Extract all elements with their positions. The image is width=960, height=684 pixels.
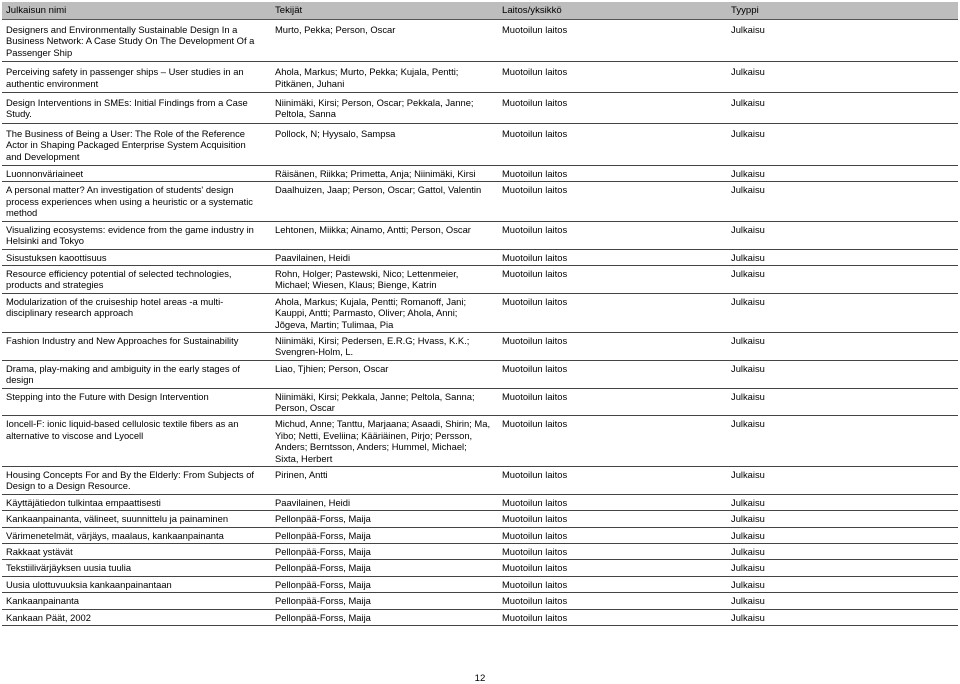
department-cell: Muotoilun laitos (498, 249, 727, 265)
table-row (2, 123, 958, 165)
table-row (2, 544, 958, 560)
department-cell: Muotoilun laitos (498, 93, 727, 124)
publication-name-cell: Stepping into the Future with Design Intervention (2, 388, 271, 416)
publication-type-cell: Julkaisu (727, 360, 958, 388)
publication-name-cell: Uusia ulottuvuuksia kankaanpainantaan (2, 576, 271, 592)
table-row (2, 332, 958, 360)
table-body (2, 20, 958, 626)
publication-type-cell: Julkaisu (727, 249, 958, 265)
table-row (2, 93, 958, 124)
publication-name-cell: Kankaanpainanta, välineet, suunnittelu ja painaminen (2, 511, 271, 527)
publication-name-cell: Designers and Environmentally Sustainable Design In a Business Network: A Case Study On The Development Of a Passenger Ship (2, 20, 271, 62)
department-cell: Muotoilun laitos (498, 221, 727, 249)
authors-cell: Lehtonen, Miikka; Ainamo, Antti; Person, Oscar (271, 221, 498, 249)
authors-cell: Pellonpää-Forss, Maija (271, 609, 498, 625)
publication-name-cell: The Business of Being a User: The Role of the Reference Actor in Shaping Packaged Enterprise System Acquisition and Development (2, 123, 271, 165)
authors-cell: Niinimäki, Kirsi; Person, Oscar; Pekkala, Janne; Peltola, Sanna (271, 93, 498, 124)
department-cell: Muotoilun laitos (498, 123, 727, 165)
publication-type-cell: Julkaisu (727, 293, 958, 332)
publication-name-cell: A personal matter? An investigation of students' design process experiences when using a heuristic or a systematic method (2, 182, 271, 221)
authors-cell: Pellonpää-Forss, Maija (271, 511, 498, 527)
department-cell: Muotoilun laitos (498, 609, 727, 625)
table-row (2, 576, 958, 592)
publication-type-cell: Julkaisu (727, 265, 958, 293)
department-cell: Muotoilun laitos (498, 265, 727, 293)
page-number: 12 (474, 673, 486, 684)
publication-type-cell: Julkaisu (727, 20, 958, 62)
authors-cell: Paavilainen, Heidi (271, 494, 498, 510)
department-cell: Muotoilun laitos (498, 20, 727, 62)
header-authors: Tekijät (271, 2, 498, 20)
department-cell: Muotoilun laitos (498, 62, 727, 93)
publication-type-cell: Julkaisu (727, 494, 958, 510)
publication-type-cell: Julkaisu (727, 182, 958, 221)
publication-name-cell: Kankaan Päät, 2002 (2, 609, 271, 625)
publication-name-cell: Drama, play-making and ambiguity in the early stages of design (2, 360, 271, 388)
table-row (2, 265, 958, 293)
table-row (2, 467, 958, 495)
department-cell: Muotoilun laitos (498, 467, 727, 495)
authors-cell: Pellonpää-Forss, Maija (271, 593, 498, 609)
table-row (2, 494, 958, 510)
department-cell: Muotoilun laitos (498, 527, 727, 543)
publication-type-cell: Julkaisu (727, 560, 958, 576)
publication-type-cell: Julkaisu (727, 388, 958, 416)
publication-type-cell: Julkaisu (727, 527, 958, 543)
authors-cell: Niinimäki, Kirsi; Pekkala, Janne; Peltola, Sanna; Person, Oscar (271, 388, 498, 416)
authors-cell: Niinimäki, Kirsi; Pedersen, E.R.G; Hvass, K.K.; Svengren-Holm, L. (271, 332, 498, 360)
publications-table (2, 2, 958, 626)
publication-type-cell: Julkaisu (727, 511, 958, 527)
header-publication-name: Julkaisun nimi (2, 2, 271, 20)
table-row (2, 20, 958, 62)
authors-cell: Ahola, Markus; Kujala, Pentti; Romanoff, Jani; Kauppi, Antti; Parmasto, Oliver; Ahola, Anni; Jõgeva, Martin; Tulimaa, Pia (271, 293, 498, 332)
authors-cell: Ahola, Markus; Murto, Pekka; Kujala, Pentti; Pitkänen, Juhani (271, 62, 498, 93)
table-row (2, 166, 958, 182)
publication-type-cell: Julkaisu (727, 221, 958, 249)
authors-cell: Paavilainen, Heidi (271, 249, 498, 265)
publication-name-cell: Modularization of the cruiseship hotel areas -a multi-disciplinary research approach (2, 293, 271, 332)
department-cell: Muotoilun laitos (498, 593, 727, 609)
table-row (2, 527, 958, 543)
department-cell: Muotoilun laitos (498, 494, 727, 510)
table-row (2, 249, 958, 265)
table-row (2, 511, 958, 527)
authors-cell: Pollock, N; Hyysalo, Sampsa (271, 123, 498, 165)
department-cell: Muotoilun laitos (498, 388, 727, 416)
department-cell: Muotoilun laitos (498, 560, 727, 576)
authors-cell: Pellonpää-Forss, Maija (271, 560, 498, 576)
table-row (2, 388, 958, 416)
publication-type-cell: Julkaisu (727, 416, 958, 467)
department-cell: Muotoilun laitos (498, 332, 727, 360)
publication-type-cell: Julkaisu (727, 467, 958, 495)
authors-cell: Michud, Anne; Tanttu, Marjaana; Asaadi, Shirin; Ma, Yibo; Netti, Eveliina; Kääriäinen, Pirjo; Persson, Anders; Berntsson, Anders; Hummel, Michael; Sixta, Herbert (271, 416, 498, 467)
table-row (2, 560, 958, 576)
authors-cell: Rohn, Holger; Pastewski, Nico; Lettenmeier, Michael; Wiesen, Klaus; Bienge, Katrin (271, 265, 498, 293)
table-header-row (2, 2, 958, 20)
publication-type-cell: Julkaisu (727, 62, 958, 93)
authors-cell: Pellonpää-Forss, Maija (271, 527, 498, 543)
publication-name-cell: Perceiving safety in passenger ships – User studies in an authentic environment (2, 62, 271, 93)
department-cell: Muotoilun laitos (498, 544, 727, 560)
department-cell: Muotoilun laitos (498, 293, 727, 332)
table-row (2, 182, 958, 221)
publication-name-cell: Kankaanpainanta (2, 593, 271, 609)
department-cell: Muotoilun laitos (498, 416, 727, 467)
authors-cell: Räisänen, Riikka; Primetta, Anja; Niinimäki, Kirsi (271, 166, 498, 182)
publication-type-cell: Julkaisu (727, 609, 958, 625)
publication-type-cell: Julkaisu (727, 332, 958, 360)
publication-type-cell: Julkaisu (727, 166, 958, 182)
department-cell: Muotoilun laitos (498, 166, 727, 182)
department-cell: Muotoilun laitos (498, 360, 727, 388)
table-row (2, 416, 958, 467)
department-cell: Muotoilun laitos (498, 576, 727, 592)
publication-type-cell: Julkaisu (727, 544, 958, 560)
publication-type-cell: Julkaisu (727, 93, 958, 124)
publication-name-cell: Ioncell-F: ionic liquid-based cellulosic textile fibers as an alternative to viscose and Lyocell (2, 416, 271, 467)
publication-name-cell: Tekstiilivärjäyksen uusia tuulia (2, 560, 271, 576)
authors-cell: Murto, Pekka; Person, Oscar (271, 20, 498, 62)
publication-name-cell: Resource efficiency potential of selected technologies, products and strategies (2, 265, 271, 293)
publication-name-cell: Rakkaat ystävät (2, 544, 271, 560)
publication-name-cell: Housing Concepts For and By the Elderly: From Subjects of Design to a Design Resource. (2, 467, 271, 495)
department-cell: Muotoilun laitos (498, 511, 727, 527)
publication-type-cell: Julkaisu (727, 123, 958, 165)
publication-name-cell: Käyttäjätiedon tulkintaa empaattisesti (2, 494, 271, 510)
publication-name-cell: Visualizing ecosystems: evidence from the game industry in Helsinki and Tokyo (2, 221, 271, 249)
publication-name-cell: Sisustuksen kaoottisuus (2, 249, 271, 265)
publication-name-cell: Luonnonväriaineet (2, 166, 271, 182)
header-type: Tyyppi (727, 2, 958, 20)
table-row (2, 360, 958, 388)
table-row (2, 293, 958, 332)
authors-cell: Pellonpää-Forss, Maija (271, 544, 498, 560)
publication-type-cell: Julkaisu (727, 593, 958, 609)
table-row (2, 609, 958, 625)
authors-cell: Liao, Tjhien; Person, Oscar (271, 360, 498, 388)
publication-name-cell: Värimenetelmät, värjäys, maalaus, kankaanpainanta (2, 527, 271, 543)
authors-cell: Pellonpää-Forss, Maija (271, 576, 498, 592)
publication-name-cell: Fashion Industry and New Approaches for Sustainability (2, 332, 271, 360)
publication-type-cell: Julkaisu (727, 576, 958, 592)
authors-cell: Pirinen, Antti (271, 467, 498, 495)
publication-name-cell: Design Interventions in SMEs: Initial Findings from a Case Study. (2, 93, 271, 124)
authors-cell: Daalhuizen, Jaap; Person, Oscar; Gattol, Valentin (271, 182, 498, 221)
header-department: Laitos/yksikkö (498, 2, 727, 20)
table-row (2, 62, 958, 93)
table-row (2, 593, 958, 609)
table-row (2, 221, 958, 249)
department-cell: Muotoilun laitos (498, 182, 727, 221)
